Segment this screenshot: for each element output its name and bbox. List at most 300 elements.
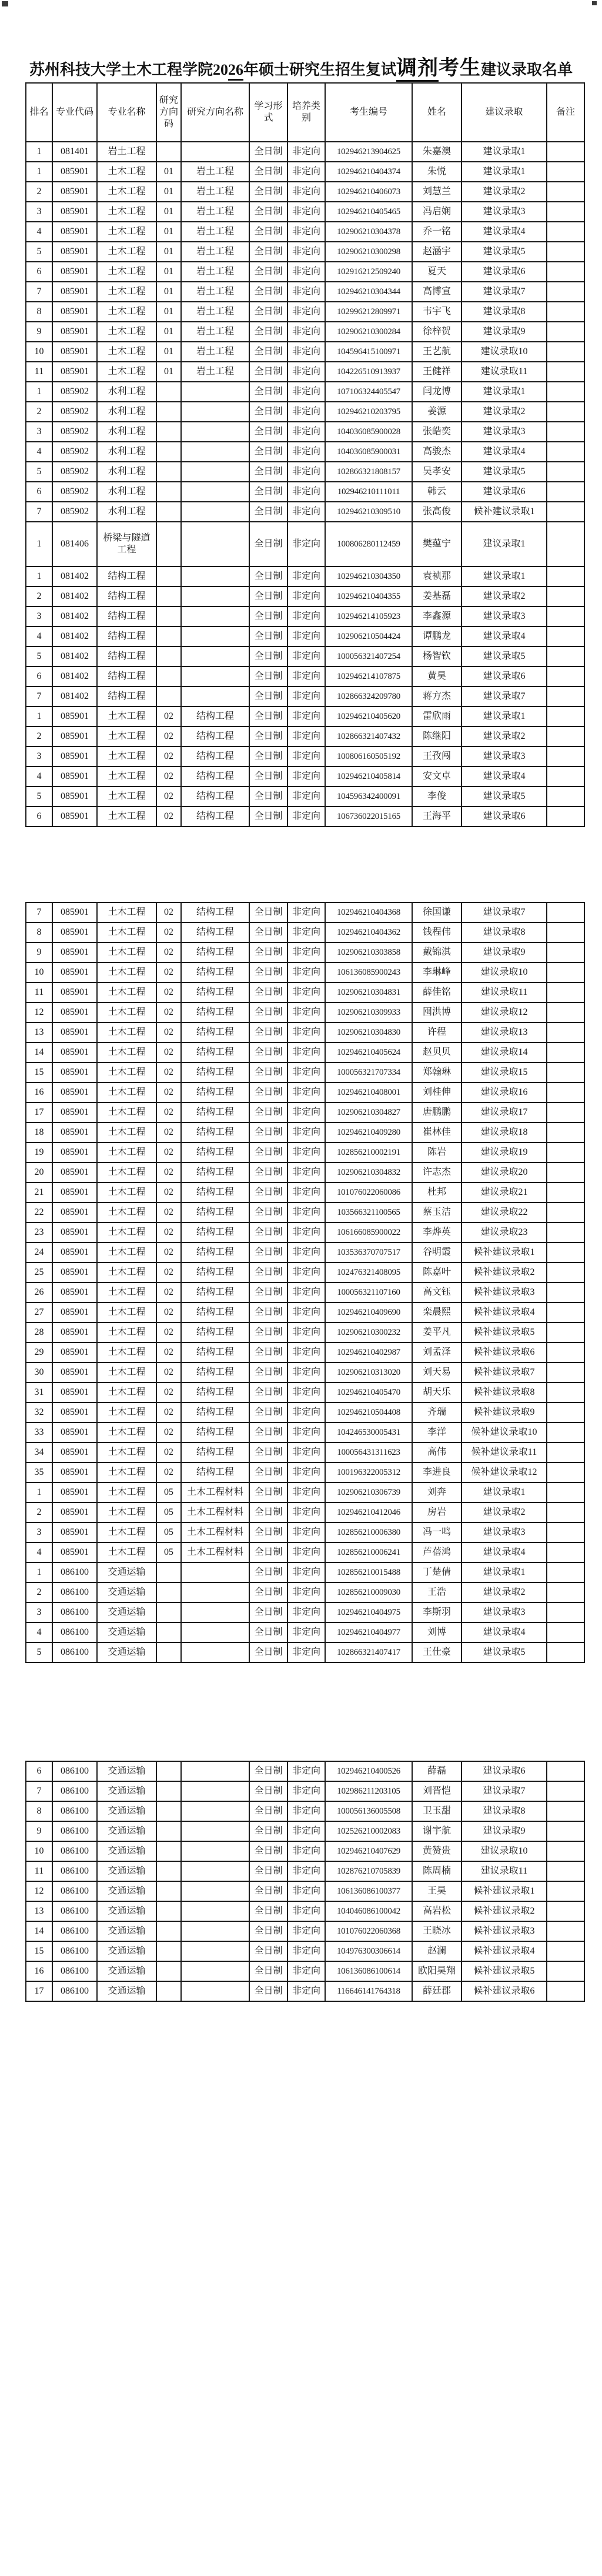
cell-rank: 7 (26, 687, 52, 707)
cell-candidate_no: 102906210313020 (325, 1362, 412, 1382)
cell-remark (547, 1322, 584, 1342)
cell-study_form: 全日制 (249, 1142, 287, 1162)
cell-train_category: 非定向 (287, 1222, 325, 1242)
cell-remark (547, 1142, 584, 1162)
cell-direction_code (156, 502, 181, 522)
cell-train_category: 非定向 (287, 962, 325, 982)
cell-study_form: 全日制 (249, 1002, 287, 1022)
cell-major_code: 085901 (52, 1182, 97, 1202)
cell-admit_suggestion: 建议录取10 (461, 962, 547, 982)
cell-candidate_no: 102946210309510 (325, 502, 412, 522)
cell-name: 胡天乐 (412, 1382, 461, 1402)
cell-train_category: 非定向 (287, 1881, 325, 1901)
cell-direction_name: 土木工程材料 (181, 1502, 249, 1522)
table-row (26, 807, 584, 827)
table-row (26, 1622, 584, 1642)
cell-direction_code: 05 (156, 1502, 181, 1522)
cell-candidate_no: 102996212809971 (325, 302, 412, 322)
cell-remark (547, 1362, 584, 1382)
cell-direction_name: 结构工程 (181, 1182, 249, 1202)
cell-major_code: 085901 (52, 1222, 97, 1242)
cell-remark (547, 1961, 584, 1981)
cell-train_category: 非定向 (287, 1841, 325, 1861)
cell-remark (547, 747, 584, 767)
cell-name: 薛廷郡 (412, 1981, 461, 2001)
cell-admit_suggestion: 建议录取1 (461, 522, 547, 566)
cell-admit_suggestion: 建议录取3 (461, 202, 547, 222)
cell-direction_name: 结构工程 (181, 1122, 249, 1142)
cell-major_name: 土木工程 (97, 962, 156, 982)
table-row (26, 586, 584, 606)
cell-name: 高岩松 (412, 1901, 461, 1921)
table-row (26, 787, 584, 807)
table-row (26, 162, 584, 182)
cell-direction_name (181, 1881, 249, 1901)
cell-major_name: 土木工程 (97, 1122, 156, 1142)
cell-candidate_no: 100196322005312 (325, 1462, 412, 1482)
cell-study_form: 全日制 (249, 442, 287, 462)
cell-direction_code: 02 (156, 1242, 181, 1262)
cell-train_category: 非定向 (287, 1322, 325, 1342)
cell-name: 高伟 (412, 1442, 461, 1462)
table-row (26, 1642, 584, 1662)
cell-major_name: 土木工程 (97, 902, 156, 922)
cell-candidate_no: 106136086100614 (325, 1961, 412, 1981)
cell-name: 刘天易 (412, 1362, 461, 1382)
cell-remark (547, 1901, 584, 1921)
cell-direction_code (156, 1821, 181, 1841)
cell-major_name: 交通运输 (97, 1562, 156, 1582)
cell-direction_name (181, 1602, 249, 1622)
column-header-major_name: 专业名称 (97, 83, 156, 142)
cell-study_form: 全日制 (249, 462, 287, 482)
cell-candidate_no: 102946214107875 (325, 667, 412, 687)
cell-major_code: 085901 (52, 787, 97, 807)
cell-candidate_no: 102866321407432 (325, 727, 412, 747)
cell-admit_suggestion: 建议录取12 (461, 1002, 547, 1022)
cell-name: 闫龙博 (412, 382, 461, 402)
cell-train_category: 非定向 (287, 1342, 325, 1362)
table-row (26, 442, 584, 462)
cell-rank: 12 (26, 1002, 52, 1022)
table-row (26, 1082, 584, 1102)
cell-admit_suggestion: 建议录取7 (461, 687, 547, 707)
cell-remark (547, 362, 584, 382)
cell-major_name: 结构工程 (97, 606, 156, 626)
cell-admit_suggestion: 候补建议录取4 (461, 1302, 547, 1322)
cell-name: 李进良 (412, 1462, 461, 1482)
cell-admit_suggestion: 建议录取3 (461, 1522, 547, 1542)
cell-name: 刘桂伸 (412, 1082, 461, 1102)
table-row (26, 727, 584, 747)
cell-candidate_no: 102946210406073 (325, 182, 412, 202)
cell-name: 刘晋恺 (412, 1781, 461, 1801)
cell-major_code: 086100 (52, 1761, 97, 1781)
scan-artifact-icon (2, 1, 8, 6)
column-header-train_category: 培养类别 (287, 83, 325, 142)
cell-rank: 6 (26, 667, 52, 687)
cell-major_name: 土木工程 (97, 1542, 156, 1562)
cell-study_form: 全日制 (249, 1502, 287, 1522)
cell-direction_name: 结构工程 (181, 1362, 249, 1382)
cell-admit_suggestion: 建议录取4 (461, 1622, 547, 1642)
cell-name: 张高俊 (412, 502, 461, 522)
cell-direction_code (156, 1901, 181, 1921)
cell-name: 囤洪博 (412, 1002, 461, 1022)
cell-direction_name (181, 586, 249, 606)
cell-major_code: 086100 (52, 1841, 97, 1861)
cell-rank: 1 (26, 1562, 52, 1582)
cell-remark (547, 1502, 584, 1522)
cell-study_form: 全日制 (249, 807, 287, 827)
cell-admit_suggestion: 候补建议录取5 (461, 1961, 547, 1981)
cell-study_form: 全日制 (249, 1022, 287, 1042)
cell-candidate_no: 102946210304350 (325, 566, 412, 586)
cell-remark (547, 1861, 584, 1881)
cell-candidate_no: 103536370707517 (325, 1242, 412, 1262)
cell-direction_code (156, 1761, 181, 1781)
cell-direction_code: 02 (156, 1322, 181, 1342)
cell-train_category: 非定向 (287, 1622, 325, 1642)
cell-study_form: 全日制 (249, 1322, 287, 1342)
cell-major_code: 085901 (52, 922, 97, 942)
cell-major_name: 土木工程 (97, 1322, 156, 1342)
cell-name: 蔡玉洁 (412, 1202, 461, 1222)
cell-remark (547, 282, 584, 302)
table-row (26, 1861, 584, 1881)
cell-name: 钱程伟 (412, 922, 461, 942)
cell-major_name: 交通运输 (97, 1602, 156, 1622)
cell-major_code: 085902 (52, 382, 97, 402)
cell-rank: 11 (26, 362, 52, 382)
cell-direction_name (181, 1781, 249, 1801)
cell-name: 朱嘉澳 (412, 142, 461, 162)
cell-study_form: 全日制 (249, 1781, 287, 1801)
cell-admit_suggestion: 建议录取2 (461, 402, 547, 422)
cell-remark (547, 222, 584, 242)
table-row (26, 382, 584, 402)
cell-name: 赵涵宇 (412, 242, 461, 262)
cell-direction_code: 02 (156, 1002, 181, 1022)
cell-admit_suggestion: 建议录取1 (461, 162, 547, 182)
cell-major_name: 交通运输 (97, 1921, 156, 1941)
table-row (26, 687, 584, 707)
cell-admit_suggestion: 建议录取3 (461, 747, 547, 767)
cell-direction_code: 02 (156, 1422, 181, 1442)
table-row (26, 222, 584, 242)
cell-admit_suggestion: 建议录取1 (461, 382, 547, 402)
cell-direction_code: 02 (156, 962, 181, 982)
cell-major_name: 土木工程 (97, 727, 156, 747)
cell-major_code: 086100 (52, 1941, 97, 1961)
cell-major_name: 水利工程 (97, 442, 156, 462)
cell-study_form: 全日制 (249, 302, 287, 322)
table-row (26, 1282, 584, 1302)
cell-direction_name (181, 1642, 249, 1662)
cell-train_category: 非定向 (287, 1062, 325, 1082)
cell-study_form: 全日制 (249, 942, 287, 962)
table-row (26, 262, 584, 282)
cell-rank: 5 (26, 647, 52, 667)
cell-candidate_no: 106136085900243 (325, 962, 412, 982)
cell-name: 李琳峰 (412, 962, 461, 982)
cell-major_name: 土木工程 (97, 1022, 156, 1042)
cell-rank: 9 (26, 942, 52, 962)
table-row (26, 1442, 584, 1462)
cell-study_form: 全日制 (249, 1602, 287, 1622)
cell-rank: 16 (26, 1082, 52, 1102)
cell-major_code: 086100 (52, 1582, 97, 1602)
table-row (26, 1901, 584, 1921)
cell-train_category: 非定向 (287, 1602, 325, 1622)
cell-direction_name: 结构工程 (181, 1162, 249, 1182)
cell-study_form: 全日制 (249, 1222, 287, 1242)
cell-name: 雷欣雨 (412, 707, 461, 727)
cell-major_code: 086100 (52, 1901, 97, 1921)
cell-major_name: 土木工程 (97, 1402, 156, 1422)
cell-train_category: 非定向 (287, 522, 325, 566)
cell-rank: 1 (26, 566, 52, 586)
cell-candidate_no: 102946210404355 (325, 586, 412, 606)
scan-artifact-icon (592, 1, 597, 5)
cell-major_code: 085901 (52, 1102, 97, 1122)
cell-major_code: 081402 (52, 606, 97, 626)
cell-name: 高博宣 (412, 282, 461, 302)
cell-major_code: 085901 (52, 322, 97, 342)
cell-major_code: 085901 (52, 942, 97, 962)
cell-direction_code: 02 (156, 707, 181, 727)
cell-admit_suggestion: 建议录取1 (461, 1562, 547, 1582)
cell-candidate_no: 104596342400091 (325, 787, 412, 807)
cell-name: 郑翰琳 (412, 1062, 461, 1082)
cell-train_category: 非定向 (287, 202, 325, 222)
table-row (26, 922, 584, 942)
table-row (26, 462, 584, 482)
cell-direction_name (181, 667, 249, 687)
cell-direction_name: 结构工程 (181, 1302, 249, 1322)
cell-direction_name (181, 1861, 249, 1881)
cell-candidate_no: 106736022015165 (325, 807, 412, 827)
cell-admit_suggestion: 建议录取1 (461, 566, 547, 586)
cell-candidate_no: 104976300306614 (325, 1941, 412, 1961)
column-header-candidate_no: 考生编号 (325, 83, 412, 142)
cell-remark (547, 1342, 584, 1362)
cell-train_category: 非定向 (287, 1901, 325, 1921)
cell-candidate_no: 101076022060368 (325, 1921, 412, 1941)
cell-major_name: 交通运输 (97, 1861, 156, 1881)
cell-name: 陈岩 (412, 1142, 461, 1162)
cell-study_form: 全日制 (249, 342, 287, 362)
cell-major_code: 081402 (52, 586, 97, 606)
cell-direction_name: 岩土工程 (181, 222, 249, 242)
cell-candidate_no: 102866321407417 (325, 1642, 412, 1662)
cell-remark (547, 1002, 584, 1022)
cell-remark (547, 1941, 584, 1961)
cell-study_form: 全日制 (249, 1362, 287, 1382)
cell-candidate_no: 104036085900031 (325, 442, 412, 462)
cell-study_form: 全日制 (249, 1821, 287, 1841)
cell-name: 赵澜 (412, 1941, 461, 1961)
cell-direction_name (181, 1941, 249, 1961)
cell-direction_name (181, 647, 249, 667)
cell-major_code: 085902 (52, 442, 97, 462)
table-row (26, 667, 584, 687)
cell-admit_suggestion: 候补建议录取1 (461, 1881, 547, 1901)
cell-rank: 6 (26, 262, 52, 282)
cell-direction_code: 02 (156, 982, 181, 1002)
cell-major_name: 结构工程 (97, 687, 156, 707)
cell-admit_suggestion: 建议录取22 (461, 1202, 547, 1222)
cell-direction_code (156, 667, 181, 687)
table-row (26, 182, 584, 202)
cell-train_category: 非定向 (287, 322, 325, 342)
cell-admit_suggestion: 建议录取10 (461, 342, 547, 362)
cell-candidate_no: 102916212509240 (325, 262, 412, 282)
cell-remark (547, 586, 584, 606)
cell-rank: 6 (26, 482, 52, 502)
cell-train_category: 非定向 (287, 727, 325, 747)
cell-rank: 31 (26, 1382, 52, 1402)
cell-name: 许志杰 (412, 1162, 461, 1182)
cell-study_form: 全日制 (249, 142, 287, 162)
cell-direction_code: 02 (156, 1282, 181, 1302)
cell-direction_code: 01 (156, 302, 181, 322)
cell-direction_name: 结构工程 (181, 1042, 249, 1062)
cell-name: 房岩 (412, 1502, 461, 1522)
cell-major_code: 085901 (52, 807, 97, 827)
cell-study_form: 全日制 (249, 1542, 287, 1562)
cell-name: 王晓冰 (412, 1921, 461, 1941)
cell-rank: 25 (26, 1262, 52, 1282)
cell-study_form: 全日制 (249, 1981, 287, 2001)
cell-direction_name: 土木工程材料 (181, 1542, 249, 1562)
cell-admit_suggestion: 建议录取11 (461, 982, 547, 1002)
cell-major_name: 土木工程 (97, 1482, 156, 1502)
cell-remark (547, 1921, 584, 1941)
cell-direction_name (181, 462, 249, 482)
cell-name: 陈周楠 (412, 1861, 461, 1881)
cell-name: 谭鹏龙 (412, 626, 461, 647)
cell-direction_name (181, 606, 249, 626)
cell-study_form: 全日制 (249, 1582, 287, 1602)
cell-rank: 32 (26, 1402, 52, 1422)
cell-remark (547, 1222, 584, 1242)
cell-train_category: 非定向 (287, 767, 325, 787)
cell-name: 薛磊 (412, 1761, 461, 1781)
cell-train_category: 非定向 (287, 747, 325, 767)
cell-major_name: 土木工程 (97, 1002, 156, 1022)
cell-study_form: 全日制 (249, 1881, 287, 1901)
cell-train_category: 非定向 (287, 667, 325, 687)
cell-remark (547, 1242, 584, 1262)
column-header-admit_suggestion: 建议录取 (461, 83, 547, 142)
cell-direction_name: 结构工程 (181, 1222, 249, 1242)
cell-admit_suggestion: 建议录取7 (461, 282, 547, 302)
cell-train_category: 非定向 (287, 1522, 325, 1542)
cell-remark (547, 1781, 584, 1801)
cell-direction_code: 02 (156, 747, 181, 767)
column-header-name: 姓名 (412, 83, 461, 142)
cell-rank: 7 (26, 1781, 52, 1801)
table-row (26, 962, 584, 982)
cell-major_code: 085902 (52, 422, 97, 442)
cell-direction_code (156, 1981, 181, 2001)
cell-rank: 27 (26, 1302, 52, 1322)
cell-admit_suggestion: 建议录取2 (461, 586, 547, 606)
cell-direction_code: 01 (156, 322, 181, 342)
cell-major_code: 085901 (52, 1402, 97, 1422)
cell-direction_code: 02 (156, 1362, 181, 1382)
cell-remark (547, 302, 584, 322)
table-row (26, 1382, 584, 1402)
cell-train_category: 非定向 (287, 302, 325, 322)
cell-train_category: 非定向 (287, 182, 325, 202)
cell-candidate_no: 102946210504408 (325, 1402, 412, 1422)
cell-name: 冯启娴 (412, 202, 461, 222)
cell-study_form: 全日制 (249, 1901, 287, 1921)
cell-rank: 10 (26, 962, 52, 982)
cell-major_name: 岩土工程 (97, 142, 156, 162)
cell-direction_code: 02 (156, 1122, 181, 1142)
cell-major_code: 086100 (52, 1961, 97, 1981)
cell-name: 卫玉甜 (412, 1801, 461, 1821)
cell-major_name: 结构工程 (97, 647, 156, 667)
cell-direction_name (181, 1582, 249, 1602)
cell-name: 杜邦 (412, 1182, 461, 1202)
cell-remark (547, 1442, 584, 1462)
cell-major_code: 085901 (52, 1462, 97, 1482)
cell-candidate_no: 102856210006241 (325, 1542, 412, 1562)
cell-candidate_no: 100056321107160 (325, 1282, 412, 1302)
cell-direction_code: 02 (156, 922, 181, 942)
cell-study_form: 全日制 (249, 626, 287, 647)
cell-direction_code: 01 (156, 202, 181, 222)
cell-rank: 1 (26, 522, 52, 566)
cell-study_form: 全日制 (249, 1941, 287, 1961)
cell-rank: 16 (26, 1961, 52, 1981)
cell-admit_suggestion: 建议录取2 (461, 727, 547, 747)
cell-study_form: 全日制 (249, 707, 287, 727)
cell-name: 安文卓 (412, 767, 461, 787)
cell-candidate_no: 100056321707334 (325, 1062, 412, 1082)
cell-rank: 1 (26, 382, 52, 402)
cell-admit_suggestion: 建议录取4 (461, 626, 547, 647)
cell-train_category: 非定向 (287, 807, 325, 827)
cell-direction_name: 结构工程 (181, 1322, 249, 1342)
table-row (26, 1921, 584, 1941)
cell-study_form: 全日制 (249, 1422, 287, 1442)
cell-study_form: 全日制 (249, 1801, 287, 1821)
cell-train_category: 非定向 (287, 1642, 325, 1662)
cell-train_category: 非定向 (287, 1002, 325, 1022)
cell-major_name: 土木工程 (97, 1162, 156, 1182)
cell-major_code: 085901 (52, 362, 97, 382)
cell-admit_suggestion: 建议录取5 (461, 462, 547, 482)
cell-major_code: 085901 (52, 1342, 97, 1362)
cell-rank: 5 (26, 462, 52, 482)
table-row (26, 1022, 584, 1042)
cell-study_form: 全日制 (249, 1162, 287, 1182)
cell-direction_name: 结构工程 (181, 982, 249, 1002)
cell-train_category: 非定向 (287, 1562, 325, 1582)
cell-major_code: 085901 (52, 747, 97, 767)
cell-major_code: 085901 (52, 1382, 97, 1402)
cell-rank: 6 (26, 1761, 52, 1781)
cell-direction_code: 02 (156, 1442, 181, 1462)
cell-admit_suggestion: 候补建议录取4 (461, 1941, 547, 1961)
cell-candidate_no: 104226510913937 (325, 362, 412, 382)
cell-remark (547, 1402, 584, 1422)
